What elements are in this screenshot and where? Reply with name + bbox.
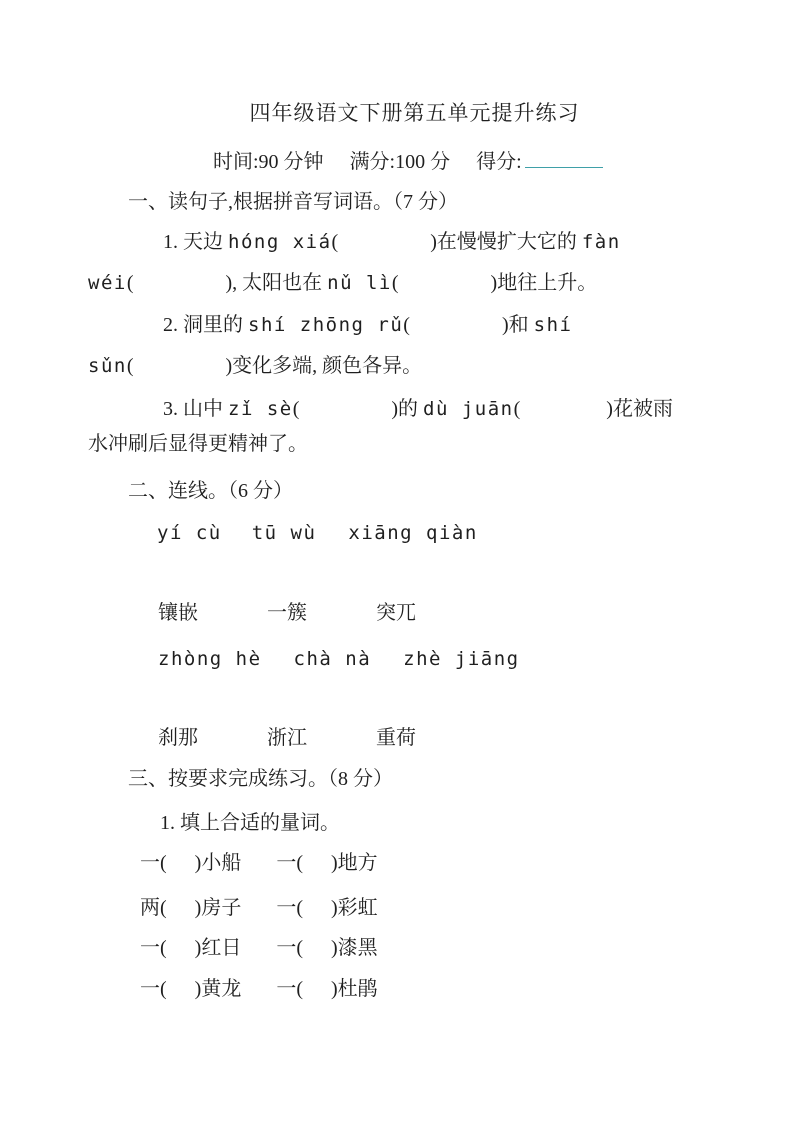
quantifier-prefix: 一( (140, 978, 167, 1000)
paren-open: ( (331, 231, 339, 253)
match-hanzi-row-1 (158, 600, 416, 626)
section-1-heading: 一、读句子,根据拼音写词语。（7 分） (128, 191, 458, 213)
quantifier-row-3 (140, 935, 378, 961)
question-1-line-1 (163, 229, 621, 255)
page-title: 四年级语文下册第五单元提升练习 (249, 101, 580, 125)
hanzi-term: 突兀 (376, 602, 416, 624)
quantifier-suffix: )杜鹃 (331, 978, 378, 1000)
question-text: 2. 洞里的 (163, 314, 248, 336)
time-label: 时间:90 分钟 (213, 151, 324, 173)
pinyin-term: zhòng hè (158, 648, 262, 670)
question-text: )在慢慢扩大它的 (430, 231, 582, 253)
match-pinyin-row-2 (158, 646, 520, 672)
hanzi-term: 一簇 (267, 602, 307, 624)
quantifier-prefix: 一( (140, 937, 167, 959)
question-1-line-2 (88, 270, 597, 296)
quantifier-prefix: 一( (276, 852, 304, 874)
paren-open: ( (126, 355, 134, 377)
pinyin-word: hóng xiá (228, 231, 332, 253)
match-hanzi-row-2 (158, 725, 416, 751)
pinyin-word: fàn (581, 231, 621, 253)
paren-open: ( (292, 398, 300, 420)
question-text: 1. 天边 (163, 231, 228, 253)
hanzi-term: 镶嵌 (158, 602, 198, 624)
quantifier-suffix: )小船 (194, 852, 242, 874)
paren-open: ( (126, 272, 134, 294)
question-text: ), 太阳也在 (225, 272, 328, 294)
pinyin-word: wéi (88, 272, 127, 294)
pinyin-term: zhè jiāng (403, 648, 520, 670)
pinyin-term: xiāng qiàn (348, 522, 478, 544)
paren-open: ( (391, 272, 399, 294)
quantifier-prefix: 一( (276, 937, 304, 959)
quantifier-prefix: 一( (140, 852, 167, 874)
question-text: )和 (501, 314, 534, 336)
pinyin-term: yí cù (157, 522, 222, 544)
quantifier-prefix: 两( (140, 897, 167, 919)
pinyin-word: dù juān (423, 398, 514, 420)
pinyin-term: chà nà (293, 648, 372, 670)
question-text: )花被雨 (606, 398, 673, 420)
question-2-line-2 (88, 353, 422, 379)
score-label: 得分: (476, 151, 522, 173)
question-3-line-1 (163, 396, 673, 422)
quantifier-suffix: )彩虹 (331, 897, 378, 919)
pinyin-word: shí zhōng rǔ (248, 314, 404, 336)
question-text: )变化多端, 颜色各异。 (225, 355, 423, 377)
section-3-heading: 三、按要求完成练习。（8 分） (128, 768, 393, 790)
pinyin-term: tū wù (251, 522, 317, 544)
exam-info-line (213, 149, 603, 175)
quantifier-suffix: )红日 (194, 937, 242, 959)
pinyin-word: nǔ lì (327, 272, 392, 294)
hanzi-term: 浙江 (267, 727, 307, 749)
pinyin-word: sǔn (88, 355, 127, 377)
question-text: 3. 山中 (163, 398, 228, 420)
quantifier-suffix: )房子 (194, 897, 242, 919)
quantifier-suffix: )黄龙 (194, 978, 242, 1000)
pinyin-word: shí (533, 314, 573, 336)
full-score-label: 满分:100 分 (349, 151, 451, 173)
quantifier-row-4 (140, 976, 378, 1002)
pinyin-word: zǐ sè (228, 398, 293, 420)
quantifier-suffix: )漆黑 (331, 937, 378, 959)
quantifier-row-2 (140, 895, 378, 921)
quantifier-prefix: 一( (276, 978, 304, 1000)
question-text: )的 (391, 398, 424, 420)
hanzi-term: 重荷 (376, 727, 416, 749)
paren-open: ( (403, 314, 410, 336)
match-pinyin-row-1 (157, 520, 478, 546)
question-text: )地往上升。 (490, 272, 598, 294)
quantifier-row-1 (140, 850, 378, 876)
section-3-sub-heading: 1. 填上合适的量词。 (160, 812, 340, 834)
quantifier-prefix: 一( (276, 897, 304, 919)
paren-open: ( (513, 398, 521, 420)
quantifier-suffix: )地方 (331, 852, 378, 874)
question-3-line-2: 水冲刷后显得更精神了。 (88, 433, 308, 455)
score-blank-underline (525, 149, 603, 168)
question-2-line-1 (163, 312, 572, 338)
hanzi-term: 刹那 (158, 727, 198, 749)
section-2-heading: 二、连线。（6 分） (128, 480, 293, 502)
